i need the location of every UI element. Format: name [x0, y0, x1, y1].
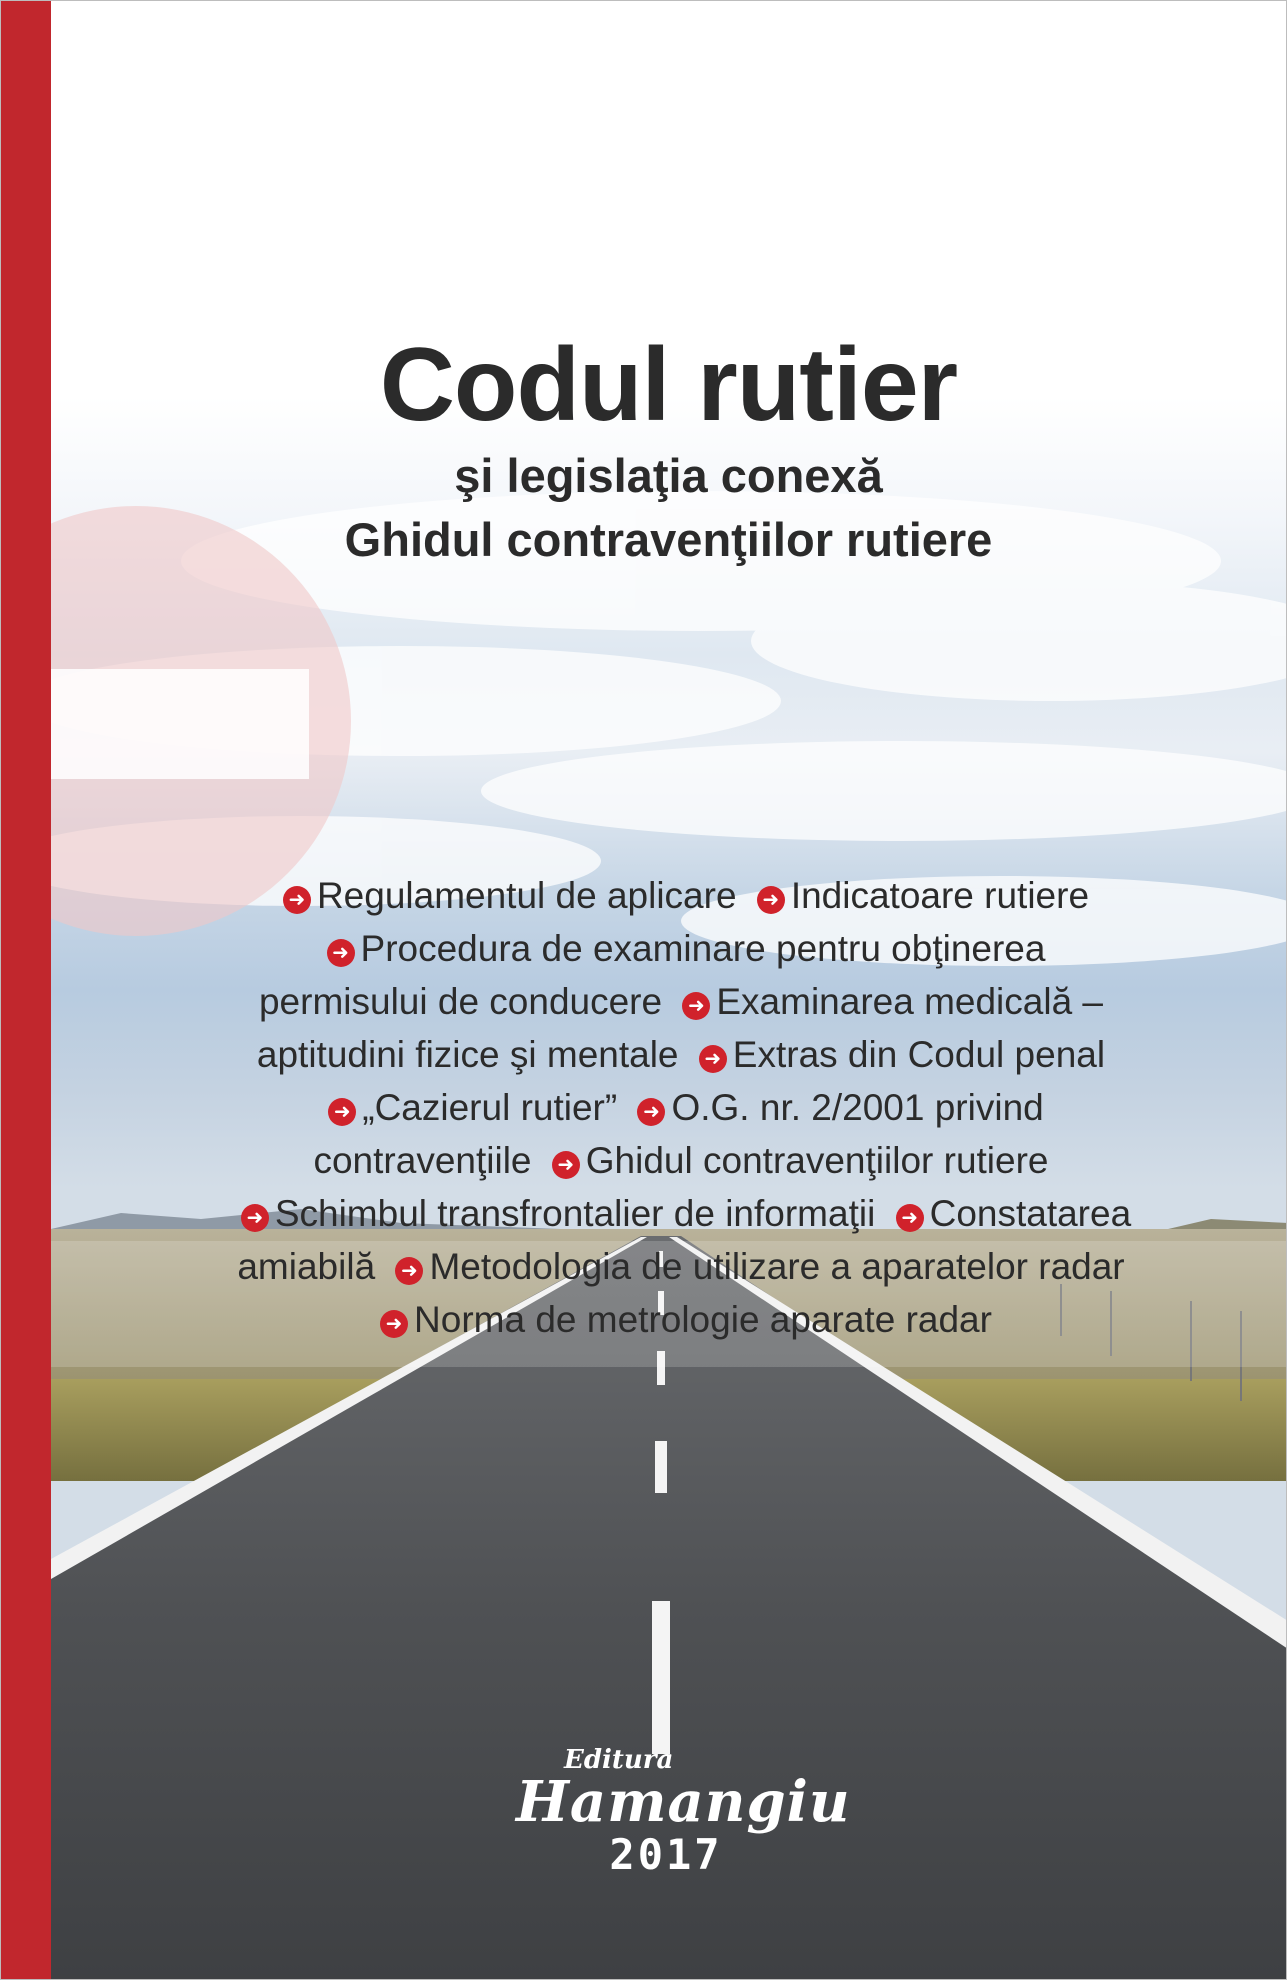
contents-item: O.G. nr. 2/2001 privind	[671, 1087, 1044, 1128]
book-subtitle-line-1: şi legislaţia conexă	[454, 449, 883, 503]
contents-line	[121, 975, 1241, 1028]
contents-line	[121, 1081, 1241, 1134]
contents-item: Extras din Codul penal	[732, 1034, 1106, 1075]
title-block	[51, 327, 1286, 567]
publisher-logo	[516, 1745, 851, 1879]
arrow-bullet-icon: ➜	[757, 886, 785, 914]
contents-item: Procedura de examinare pentru obţinerea	[360, 928, 1046, 969]
contents-line	[121, 922, 1241, 975]
arrow-bullet-icon: ➜	[896, 1204, 924, 1232]
contents-item: Indicatoare rutiere	[790, 875, 1090, 916]
contents-item: Examinarea medicală –	[716, 981, 1104, 1022]
contents-item: Ghidul contravenţiilor rutiere	[585, 1140, 1049, 1181]
arrow-bullet-icon: ➜	[380, 1310, 408, 1338]
book-subtitle-line-2: Ghidul contravenţiilor rutiere	[344, 512, 993, 566]
publisher-name: Hamangiu	[516, 1769, 851, 1835]
contents-item: Constatarea	[929, 1193, 1132, 1234]
contents-line	[121, 1240, 1241, 1293]
contents-item: Metodologia de utilizare a aparatelor radar	[429, 1246, 1125, 1287]
contents-item: Norma de metrologie aparate radar	[414, 1299, 992, 1340]
arrow-bullet-icon: ➜	[395, 1257, 423, 1285]
contents-item: aptitudini fizice şi mentale	[256, 1034, 679, 1075]
arrow-bullet-icon: ➜	[637, 1098, 665, 1126]
contents-list	[121, 869, 1241, 1346]
contents-item: contravenţiile	[313, 1140, 532, 1181]
book-title: Codul rutier	[379, 327, 958, 443]
arrow-bullet-icon: ➜	[283, 886, 311, 914]
contents-item: amiabilă	[237, 1246, 376, 1287]
contents-line	[121, 1028, 1241, 1081]
arrow-bullet-icon: ➜	[241, 1204, 269, 1232]
publisher-prefix: Editura	[564, 1745, 674, 1775]
publication-year: 2017	[609, 1829, 723, 1879]
contents-item: Regulamentul de aplicare	[316, 875, 737, 916]
arrow-bullet-icon: ➜	[699, 1045, 727, 1073]
arrow-bullet-icon: ➜	[327, 939, 355, 967]
contents-item: „Cazierul rutier”	[362, 1087, 618, 1128]
red-spine-stripe	[1, 1, 51, 1980]
contents-line	[121, 1134, 1241, 1187]
contents-line	[121, 1293, 1241, 1346]
contents-item: Schimbul transfrontalier de informaţii	[274, 1193, 876, 1234]
contents-item: permisului de conducere	[258, 981, 663, 1022]
contents-line	[121, 1187, 1241, 1240]
contents-line	[121, 869, 1241, 922]
arrow-bullet-icon: ➜	[682, 992, 710, 1020]
arrow-bullet-icon: ➜	[552, 1151, 580, 1179]
arrow-bullet-icon: ➜	[328, 1098, 356, 1126]
